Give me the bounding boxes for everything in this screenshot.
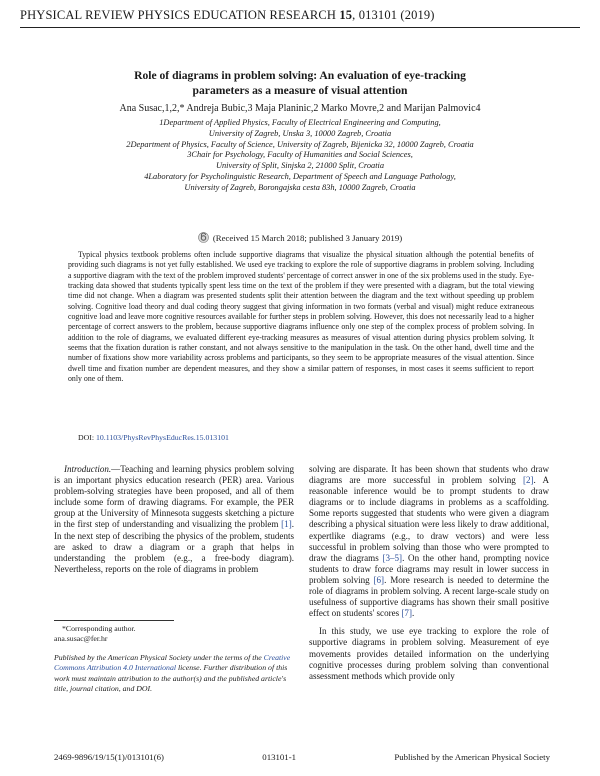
received-dates: (Received 15 March 2018; published 3 January 2019) [212,232,403,243]
affiliation-line: University of Zagreb, Borongajska cesta 83h, 10000 Zagreb, Croatia [184,182,416,192]
left-column [54,464,294,575]
affiliation-line: 4Laboratory for Psycholinguistic Research, Department of Speech and Language Pathology, [144,171,456,181]
affiliations [40,118,560,194]
affiliation-line: University of Split, Sinjska 2, 21000 Split, Croatia [215,161,385,171]
license-link[interactable]: Creative Commons Attribution 4.0 International [54,653,291,673]
journal-volume: 15 [339,8,353,22]
body-text: . A reasonable inference would be to prompt students to draw diagrams or to include diagrams in problems as a scaffolding. Some reports suggested that students who were given a diagram describing a physical situation were less likely to draw additional, expertlike diagrams (e.g., to draw vectors) and were less successful in problem solving than those who were prompted to draw the diagrams [309,475,549,563]
right-column [309,464,549,682]
doi-label: DOI: [78,433,95,442]
citation-link[interactable]: [2] [522,475,534,486]
open-access-icon [198,232,209,243]
intro-paragraph [54,464,294,575]
license-notice [54,653,294,694]
citation-link[interactable]: [1] [281,519,292,530]
body-text: . On the other hand, prompting novice students to draw force diagrams may result in lower success in problem solving [309,552,550,585]
received-line [40,232,560,243]
journal-header: PHYSICAL REVIEW PHYSICS EDUCATION RESEARCH 15, 013101 (2019) [20,8,435,22]
paper-title [60,68,540,98]
title-line: parameters as a measure of visual attention [192,84,408,97]
page-number: 013101-1 [262,752,297,762]
footer-publisher: Published by the American Physical Society [394,752,550,762]
doi-link[interactable]: 10.1103/PhysRevPhysEducRes.15.013101 [95,433,229,442]
title-line: Role of diagrams in problem solving: An evaluation of eye-tracking [134,69,466,82]
author-list: Ana Susac,1,2,* Andreja Bubic,3 Maja Planinic,2 Marko Movre,2 and Marijan Palmovic4 [119,103,481,114]
footnote [54,624,294,644]
body-text: . More research is needed to determine the role of diagrams in problem solving. A recent large-scale study on usefulness of supportive diagrams has shown their small positive effect on students' scores [309,574,549,619]
body-paragraph: In this study, we use eye tracking to explore the role of supportive diagrams in problem solving. Measurement of eye movements provides detailed information on the underlying cognitive processes during problem solving than conventional assessment methods which provide only [309,626,549,681]
citation-link[interactable]: [7] [401,608,412,619]
body-text: solving are disparate. It has been shown that students who draw diagrams are more successful in problem solving [309,464,549,486]
page-footer [54,752,550,762]
corresponding-author: *Corresponding author. [62,624,136,633]
license-text: Published by the American Physical Society under the terms of the [54,653,264,662]
license-text: license. Further distribution of this work must maintain attribution to the author(s) and the published article's title, journal citation, and DOI. [54,663,288,693]
citation-link[interactable]: [6] [373,574,385,585]
abstract: Typical physics textbook problems often include supportive diagrams that visualize the physical situation although the potential benefits of providing such diagrams is not yet fully established. We used eye tracking to explore the role of supportive diagrams in problem solving. Including a supportive diagram with the text of the problem improved students' percentage of correct answer in one of the six problems used in the study. Eye-tracking data showed that students typically spent less time on the text of the problem if they were presented with a diagram, but the total viewing time did not change. When a diagram was presented students split their attention between the diagram and the text without speeding up problem solving. Cognitive load theory and dual coding theory suggest that giving information in two formats (verbal and visual) might reduce extraneous cognitive load and leave more cognitive resources available for further steps in problem solving. However, this does not necessarily lead to a higher percentage of correct answers to the problem, because supportive diagrams influence only one step of the complex process of problem solving. In addition to the role of diagrams, we evaluated different eye-tracking measures as measures of visual attention during physics problem solving. It seems that the fixation duration is rather constant, and not always sensitive to the manipulation in the task. On the other hand, dwell time and the number of fixations show more variability across problems and participants, so they seem to be appropriate measures of the visual attention. Since dwell time and fixation number are dependent measures, and they show a similar pattern of responses, in most cases it seems sufficient to report only one of them. [68,250,534,384]
body-paragraph [309,464,549,619]
affiliation-line: 3Chair for Psychology, Faculty of Humanities and Social Sciences, [187,150,413,160]
body-text: . In the next step of describing the physics of the problem, students are asked to draw a diagram or a graph that helps in understanding the problem (e.g., a free-body diagram). Nevertheless, reports on the role of diagrams in problem [54,519,294,574]
journal-article: 013101 (2019) [358,8,435,22]
doi-line [78,433,229,442]
body-text: . [411,608,415,619]
citation-link[interactable]: [3–5] [382,552,403,563]
journal-name: PHYSICAL REVIEW PHYSICS EDUCATION RESEARCH [20,8,337,22]
affiliation-line: 1Department of Applied Physics, Faculty of Electrical Engineering and Computing, [159,118,441,127]
header-rule [20,27,580,28]
affiliation-line: 2Department of Physics, Faculty of Science, University of Zagreb, Bijenicka 32, 10000 Zagreb, Croatia [126,139,474,149]
footnote-rule [54,620,174,621]
author-email: ana.susac@fer.hr [54,634,108,643]
body-text: —Teaching and learning physics problem solving is an important physics education research (PER) area. Various problem-solving strategies have been proposed, and all of them include some form of drawing diagrams. For example, the PER group at the University of Minnesota suggests sketching a picture in the first step of understanding and visualizing the problem [54,464,294,530]
affiliation-line: University of Zagreb, Unska 3, 10000 Zagreb, Croatia [208,128,392,138]
footer-issn: 2469-9896/19/15(1)/013101(6) [54,752,164,762]
intro-heading: Introduction. [64,464,112,474]
